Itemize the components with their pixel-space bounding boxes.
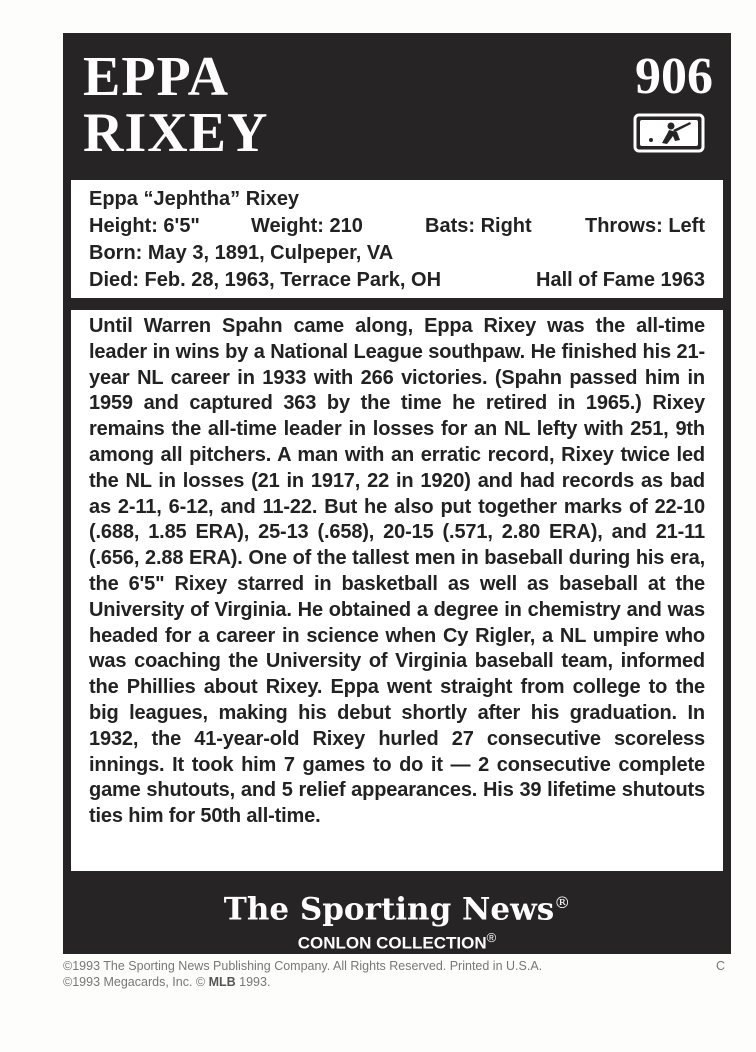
died-row [89,267,705,294]
mlb-mark: MLB [208,975,236,989]
print-code: C [715,959,725,973]
copyright-line-2-suffix: 1993. [235,975,271,989]
full-name-row [89,186,705,213]
baseball-card-back [63,33,731,954]
mlb-logo-icon [633,113,705,153]
throws: Throws: Left [585,215,705,237]
player-name [83,46,269,164]
brand-subtitle [63,929,731,953]
brand-subtitle-text: CONLON COLLECTION [297,933,487,953]
biography-box [71,310,723,871]
died: Died: Feb. 28, 1963, Terrace Park, OH [89,269,442,291]
height: Height: 6'5" [89,215,200,237]
copyright-line-2 [63,974,731,990]
biography-text: Until Warren Spahn came along, Eppa Rixey was the all-time leader in wins by a National League southpaw. He finished his 21-year NL career in 1933 with 266 victories. (Spahn passed him in 1959 and captured 363 by the time he retired in 1965.) Rixey remains the all-time leader in losses for an NL lefty with 251, 9th among all pitchers. A man with an erratic record, Rixey twice led the NL in losses (21 in 1917, 22 in 1920) and had records as bad as 2-11, 6-12, and 11-22. But he also put together marks of 22-10 (.688, 1.85 ERA), 25-13 (.658), 20-15 (.571, 2.80 ERA), and 21-11 (.656, 2.88 ERA). One of the tallest men in baseball during his era, the 6'5" Rixey starred in basketball as well as baseball at the University of Virginia. He obtained a degree in chemistry and was headed for a career in science when Cy Rigler, a NL umpire who was coaching the University of Virginia baseball team, informed the Phillies about Rixey. Eppa went straight from college to the big leagues, making his debut shortly after his graduation. In 1932, the 41-year-old Rixey hurled 27 consecutive scoreless innings. It took him 7 games to do it — 2 consecutive complete game shutouts, and 5 relief appearances. His 39 lifetime shutouts ties him for 50th all-time. [89,315,705,828]
full-name: Eppa “Jephtha” Rixey [89,188,300,210]
player-first-name: EPPA [83,46,230,108]
measurements-row [89,213,705,240]
card-number: 906 [635,48,713,105]
registered-mark-sub: ® [486,930,497,946]
brand-block [63,883,731,953]
registered-mark: ® [554,893,571,912]
copyright-line-1: ©1993 The Sporting News Publishing Company. All Rights Reserved. Printed in U.S.A. [63,959,543,973]
copyright-line-2-prefix: ©1993 Megacards, Inc. © [63,975,206,989]
weight: Weight: 210 [251,215,363,237]
brand-title-text: The Sporting News [223,891,555,928]
born: Born: May 3, 1891, Culpeper, VA [89,242,394,264]
bats: Bats: Right [425,215,532,237]
born-row [89,240,705,267]
hall-of-fame: Hall of Fame 1963 [536,269,705,291]
brand-title [63,883,731,929]
player-last-name: RIXEY [83,102,269,164]
player-info-box [71,180,723,298]
copyright-block [63,958,731,990]
